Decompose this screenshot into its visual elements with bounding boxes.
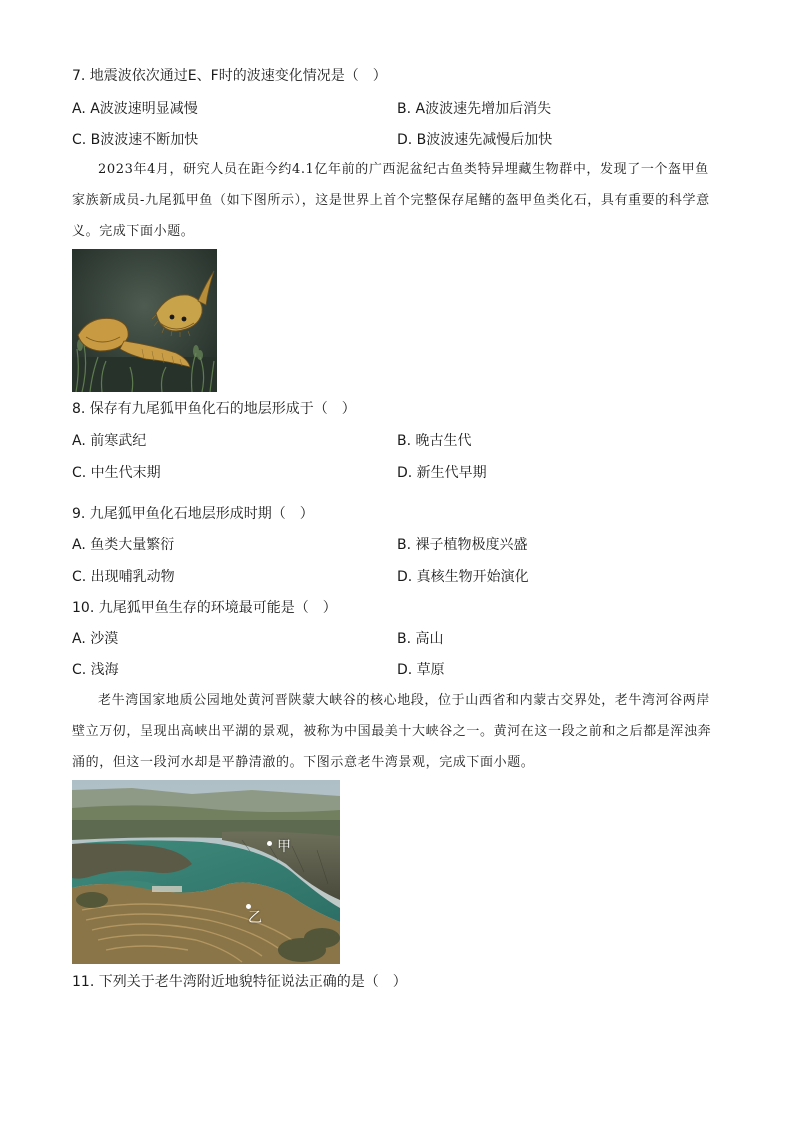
q9-stem: 9. 九尾狐甲鱼化石地层形成时期（ ）: [72, 506, 314, 522]
q8-option-d: D. 新生代早期: [397, 465, 487, 481]
q11-stem: 11. 下列关于老牛湾附近地貌特征说法正确的是（ ）: [72, 974, 407, 990]
q7-option-a: A. A波波速明显减慢: [72, 101, 198, 117]
q8-option-c: C. 中生代末期: [72, 465, 161, 481]
q8-option-b: B. 晚古生代: [397, 433, 472, 449]
q9-option-d: D. 真核生物开始演化: [397, 569, 529, 585]
q8-option-a: A. 前寒武纪: [72, 433, 147, 449]
q7-stem: 7. 地震波依次通过E、F时的波速变化情况是（ ）: [72, 68, 387, 84]
q10-option-b: B. 高山: [397, 631, 444, 647]
label-jia: 甲: [277, 839, 291, 855]
q9-option-b: B. 裸子植物极度兴盛: [397, 537, 528, 553]
q7-option-c: C. B波波速不断加快: [72, 132, 199, 148]
location-marker-jia: [267, 841, 272, 846]
fossil-fish-illustration: [72, 249, 217, 392]
q10-option-a: A. 沙漠: [72, 631, 119, 647]
passage-fossil: 2023年4月，研究人员在距今约4.1亿年前的广西泥盆纪古鱼类特异埋藏生物群中，发现了一个盔甲鱼家族新成员-九尾狐甲鱼（如下图所示），这是世界上首个完整保存尾鳍的盔甲鱼类化石，具有重要的科学意义。完成下面小题。: [72, 162, 710, 239]
q9-option-a: A. 鱼类大量繁衍: [72, 537, 175, 553]
q10-option-c: C. 浅海: [72, 662, 119, 678]
q10-stem: 10. 九尾狐甲鱼生存的环境最可能是（ ）: [72, 600, 337, 616]
q8-stem: 8. 保存有九尾狐甲鱼化石的地层形成于（ ）: [72, 401, 356, 417]
q10-option-d: D. 草原: [397, 662, 445, 678]
passage-laoniuwan: 老牛湾国家地质公园地处黄河晋陕蒙大峡谷的核心地段，位于山西省和内蒙古交界处，老牛湾河谷两岸壁立万仞，呈现出高峡出平湖的景观，被称为中国最美十大峡谷之一。黄河在这一段之前和之后都是浑浊奔涌的，但这一段河水却是平静清澈的。下图示意老牛湾景观，完成下面小题。: [72, 693, 712, 770]
q7-option-b: B. A波波速先增加后消失: [397, 101, 552, 117]
q9-option-c: C. 出现哺乳动物: [72, 569, 175, 585]
label-yi: 乙: [248, 910, 262, 926]
laoniuwan-landscape-photo: [72, 780, 340, 964]
q7-option-d: D. B波波速先减慢后加快: [397, 132, 553, 148]
